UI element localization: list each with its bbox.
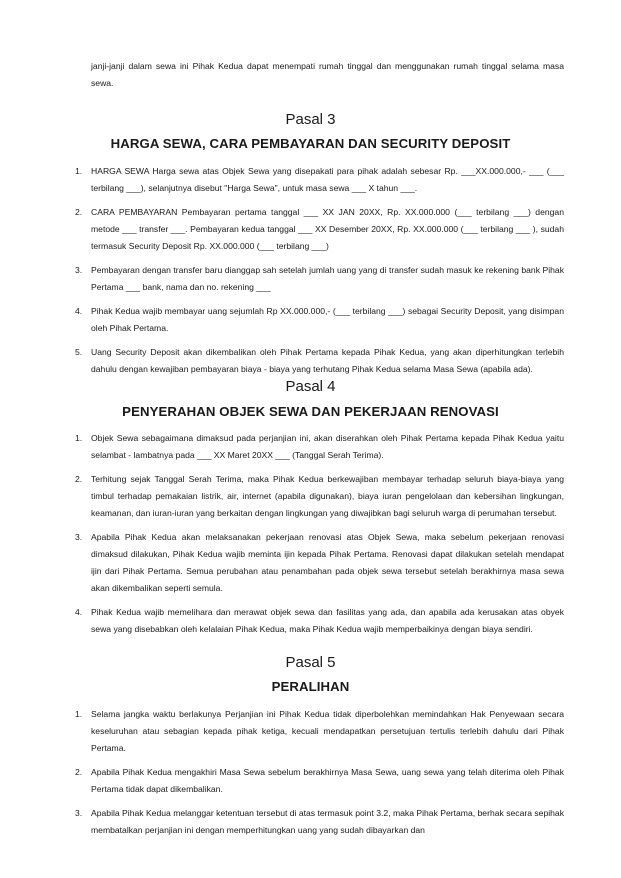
section-title: PENYERAHAN OBJEK SEWA DAN PEKERJAAN RENOVASI (122, 404, 499, 419)
section-list (75, 706, 564, 846)
list-item: 4. Pihak Kedua wajib membayar uang sejumlah Rp XX.000.000,- (___ terbilang ___) sebagai Security Deposit, yang disimpan oleh Pihak Pertama. (75, 306, 564, 333)
list-item: 5. Uang Security Deposit akan dikembalikan oleh Pihak Pertama kepada Pihak Kedua, yang akan diperhitungkan terlebih dahulu dengan kewajiban pembayaran biaya - biaya yang terhutang Pihak Kedua selama Masa Sewa (apabila ada). (75, 347, 564, 374)
list-item: 1. Objek Sewa sebagaimana dimaksud pada perjanjian ini, akan diserahkan oleh Pihak Pertama kepada Pihak Kedua yaitu selambat - lambatnya pada ___ XX Maret 20XX ___ (Tanggal Serah Terima). (75, 433, 564, 460)
section-number: Pasal 3 (285, 111, 336, 128)
intro-paragraph: janji-janji dalam sewa ini Pihak Kedua dapat menempati rumah tinggal dan menggunakan rumah tinggal selama masa sewa. (91, 61, 564, 88)
list-item: 1. Selama jangka waktu berlakunya Perjanjian ini Pihak Kedua tidak diperbolehkan memindahkan Hak Penyewaan secara keseluruhan atau sebagian kepada pihak ketiga, kecuali mendapatkan persetujuan tertulis terlebih dahulu dari Pihak Pertama. (75, 709, 564, 753)
section-number: Pasal 4 (285, 378, 336, 395)
section-number: Pasal 5 (285, 654, 336, 671)
list-item: 2. Apabila Pihak Kedua mengakhiri Masa Sewa sebelum berakhirnya Masa Sewa, uang sewa yang telah diterima oleh Pihak Pertama tidak dapat dikembalikan. (75, 767, 564, 794)
list-item: 2. Terhitung sejak Tanggal Serah Terima, maka Pihak Kedua berkewajiban membayar terhadap seluruh biaya-biaya yang timbul terhadap pemakaian listrik, air, internet (apabila digunakan), biaya iuran pengelolaan dan kebersihan lingkungan, keamanan, dan iuran-iuran yang berkaitan dengan lingkungan yang diwajibkan bagi seluruh warga di perumahan tersebut. (75, 474, 564, 518)
section-title: PERALIHAN (271, 679, 350, 694)
section-list (75, 163, 564, 385)
list-item: 3. Pembayaran dengan transfer baru dianggap sah setelah jumlah uang yang di transfer sudah masuk ke rekening bank Pihak Pertama ___ bank, nama dan no. rekening ___ (75, 265, 564, 292)
list-item: 3. Apabila Pihak Kedua melanggar ketentuan tersebut di atas termasuk point 3.2, maka Pihak Pertama, berhak secara sepihak membatalkan perjanjian ini dengan memperhitungkan uang yang sudah dibayarkan dan (75, 808, 564, 835)
list-item: 4. Pihak Kedua wajib memelihara dan merawat objek sewa dan fasilitas yang ada, dan apabila ada kerusakan atas obyek sewa yang disebabkan oleh kelalaian Pihak Kedua, maka Pihak Kedua wajib memperbaikinya dengan biaya sendiri. (75, 607, 564, 634)
section-list (75, 430, 564, 645)
section-title: HARGA SEWA, CARA PEMBAYARAN DAN SECURITY DEPOSIT (110, 136, 511, 151)
list-item: 2. CARA PEMBAYARAN Pembayaran pertama tanggal ___ XX JAN 20XX, Rp. XX.000.000 (___ terbilang ___) dengan metode ___ transfer ___. Pembayaran kedua tanggal ___ XX Desember 20XX, Rp. XX.000.000 (___ terbilang ___ ), sudah termasuk Security Deposit Rp. XX.000.000 (___ terbilang ___) (75, 207, 564, 251)
list-item: 3. Apabila Pihak Kedua akan melaksanakan pekerjaan renovasi atas Objek Sewa, maka sebelum pekerjaan renovasi dimaksud dilakukan, Pihak Kedua wajib meminta ijin kepada Pihak Pertama. Renovasi dapat dilakukan setelah mendapat ijin dari Pihak Pertama. Semua perubahan atau penambahan pada objek sewa tersebut setelah berakhirnya masa sewa akan dikembalikan seperti semula. (75, 532, 564, 593)
list-item: 1. HARGA SEWA Harga sewa atas Objek Sewa yang disepakati para pihak adalah sebesar Rp. ___XX.000.000,- ___ (___ terbilang ___), selanjutnya disebut "Harga Sewa", untuk masa sewa ___ X tahun ___. (75, 166, 564, 193)
